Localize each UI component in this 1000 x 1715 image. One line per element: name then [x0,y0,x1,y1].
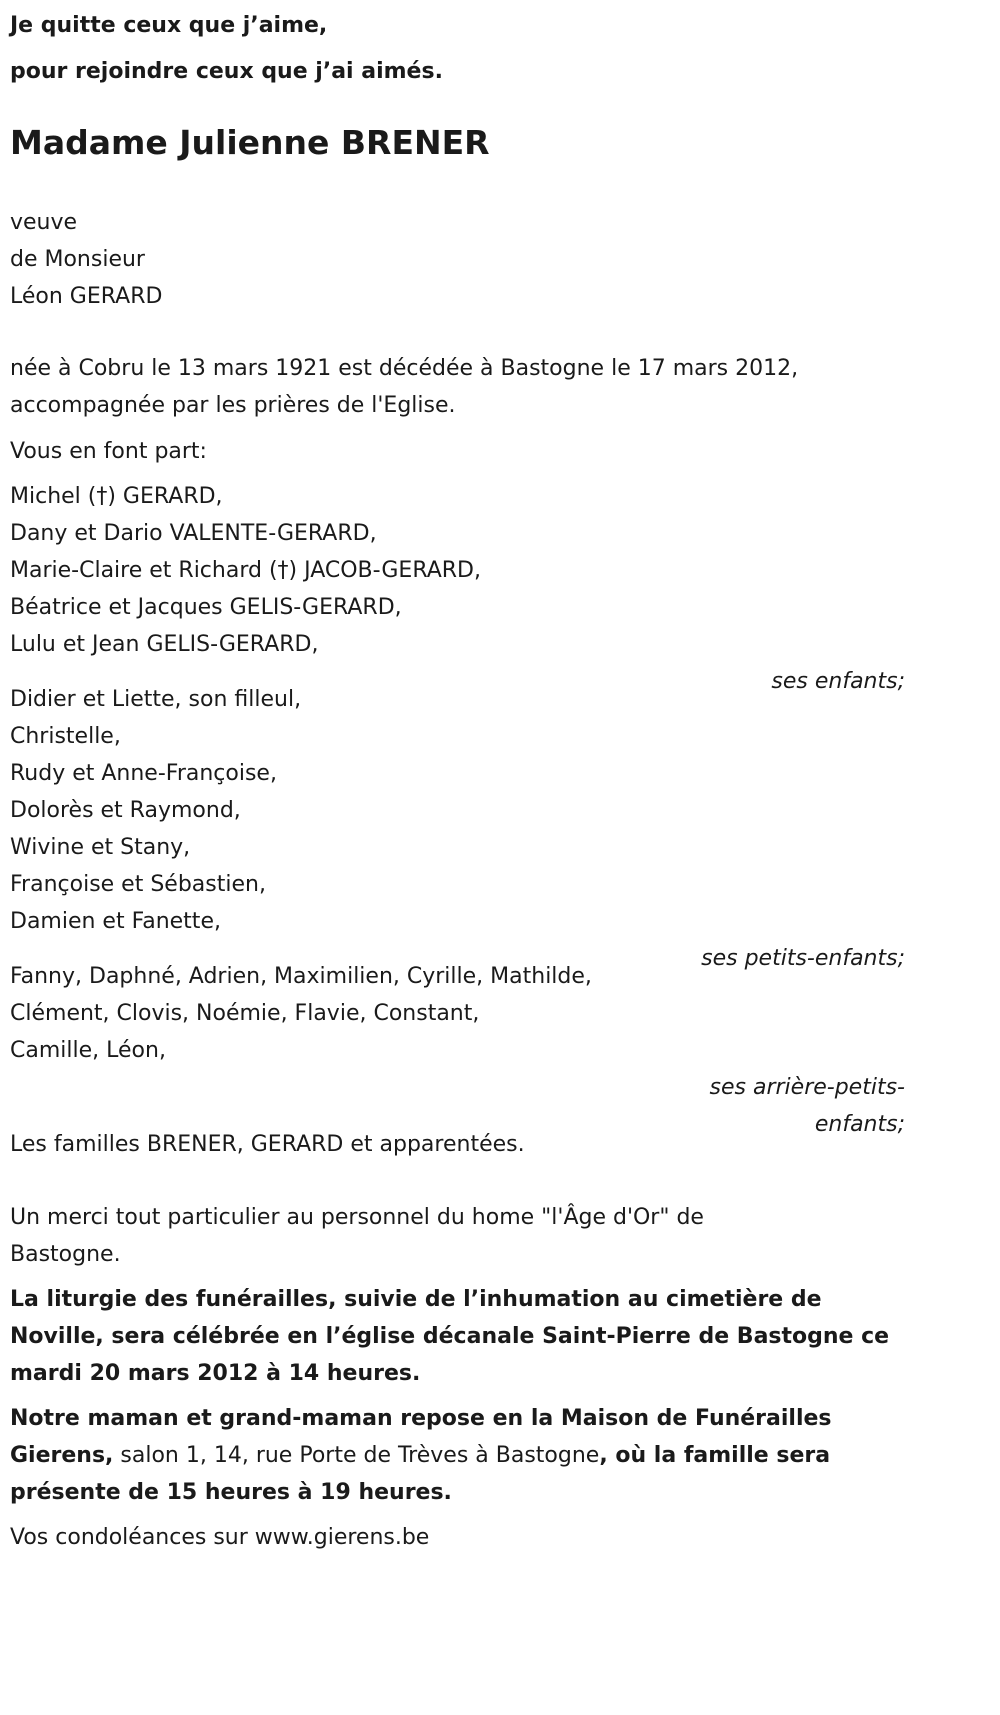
families-text: Les familles BRENER, GERARD et apparentées. [10,1132,525,1157]
widow-line: Léon GERARD [10,284,163,309]
visitation-line: Notre maman et grand-maman repose en la Maison de Funérailles [10,1406,832,1431]
epigraph-line-1: Je quitte ceux que j’aime, [10,13,328,38]
grandchild-name: Françoise et Sébastien, [10,872,266,897]
children-label: ses enfants; [771,669,905,694]
visitation-line-2 [10,1437,905,1474]
epigraph-line-2: pour rejoindre ceux que j’ai aimés. [10,59,443,84]
great-grandchildren-label: enfants; [814,1112,905,1137]
grandchild-name: Christelle, [10,724,121,749]
visitation-line: présente de 15 heures à 19 heures. [10,1480,452,1505]
families-line [10,1126,905,1163]
grandchild-name: Wivine et Stany, [10,835,191,860]
grandchild-name: Damien et Fanette, [10,909,221,934]
birth-death-info [10,350,905,424]
birth-death-line: née à Cobru le 13 mars 1921 est décédée à Bastogne le 17 mars 2012, [10,356,799,381]
child-name: Marie-Claire et Richard (†) JACOB-GERARD, [10,558,481,583]
thanks-line: Bastogne. [10,1242,121,1267]
great-grandchildren-section [10,958,905,1143]
grandchild-name: Dolorès et Raymond, [10,798,241,823]
grandchildren-section [10,681,905,977]
funeral-details [10,1281,905,1392]
children-section [10,478,905,700]
announcers-intro-text: Vous en font part: [10,439,207,464]
great-grandchild-names: Fanny, Daphné, Adrien, Maximilien, Cyrille, Mathilde, [10,964,592,989]
great-grandchild-names: Clément, Clovis, Noémie, Flavie, Constant, [10,1001,480,1026]
widow-line: de Monsieur [10,247,145,272]
widow-line: veuve [10,210,78,235]
child-name: Dany et Dario VALENTE-GERARD, [10,521,377,546]
grandchild-name: Didier et Liette, son filleul, [10,687,302,712]
birth-death-line: accompagnée par les prières de l'Eglise. [10,393,456,418]
funeral-line: La liturgie des funérailles, suivie de l’inhumation au cimetière de [10,1287,822,1312]
great-grandchild-names: Camille, Léon, [10,1038,166,1063]
child-name: Michel (†) GERARD, [10,484,223,509]
funeral-line: mardi 20 mars 2012 à 14 heures. [10,1361,421,1386]
announcers-intro [10,433,905,470]
condolences [10,1519,905,1556]
great-grandchildren-label: ses arrière-petits- [709,1075,905,1100]
grandchildren-label: ses petits-enfants; [701,946,905,971]
child-name: Lulu et Jean GELIS-GERARD, [10,632,319,657]
condolences-text: Vos condoléances sur www.gierens.be [10,1525,430,1550]
funeral-line: Noville, sera célébrée en l’église décanale Saint-Pierre de Bastogne ce [10,1324,890,1349]
grandchild-name: Rudy et Anne-Françoise, [10,761,277,786]
visitation-details [10,1400,905,1511]
widow-of [10,204,905,315]
family-presence: , où la famille sera [599,1443,831,1468]
funeral-home-address: salon 1, 14, rue Porte de Trèves à Bastogne [113,1443,600,1468]
deceased-name: Madame Julienne BRENER [10,123,490,162]
thanks-line: Un merci tout particulier au personnel du home "l'Âge d'Or" de [10,1205,704,1230]
funeral-home-name: Gierens, [10,1443,114,1468]
thanks-note [10,1199,905,1273]
child-name: Béatrice et Jacques GELIS-GERARD, [10,595,402,620]
